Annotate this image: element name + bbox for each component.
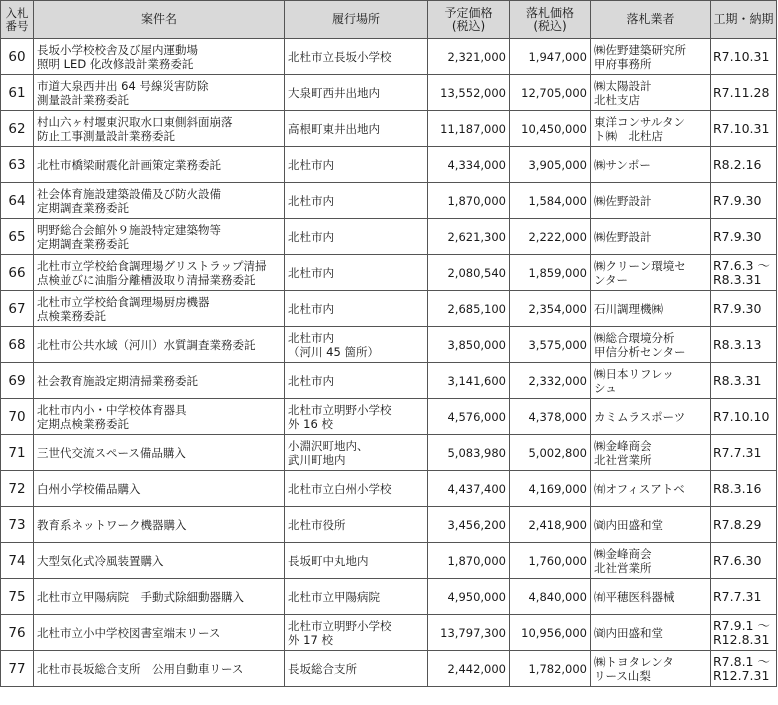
winning-bidder-cell: ㈱佐野設計 [591,219,711,255]
location-cell: 北杜市立明野小学校 外 17 校 [285,615,428,651]
winning-price-cell: 5,002,800 [510,435,591,471]
location-cell: 高根町東井出地内 [285,111,428,147]
table-body [1,39,777,687]
header-estimated-price: 予定価格 (税込) [428,1,510,39]
winning-price-cell: 12,705,000 [510,75,591,111]
period-cell: R7.8.1 ～ R12.7.31 [711,651,777,687]
period-cell: R7.7.31 [711,435,777,471]
winning-price-cell: 1,760,000 [510,543,591,579]
project-name-cell: 北杜市長坂総合支所 公用自動車リース [34,651,285,687]
project-name-cell: 社会教育施設定期清掃業務委託 [34,363,285,399]
period-cell: R7.9.30 [711,219,777,255]
bid-number-cell: 74 [1,543,34,579]
estimated-price-cell: 4,334,000 [428,147,510,183]
winning-bidder-cell: ㈾内田盛和堂 [591,615,711,651]
estimated-price-cell: 1,870,000 [428,543,510,579]
project-name-cell: 北杜市立学校給食調理場厨房機器 点検業務委託 [34,291,285,327]
bid-number-cell: 70 [1,399,34,435]
project-name-cell: 北杜市立学校給食調理場グリストラップ清掃 点検並びに油脂分離槽汲取り清掃業務委託 [34,255,285,291]
project-name-cell: 三世代交流スペース備品購入 [34,435,285,471]
estimated-price-cell: 2,685,100 [428,291,510,327]
location-cell: 北杜市内 [285,147,428,183]
bid-number-cell: 71 [1,435,34,471]
header-winning-bidder: 落札業者 [591,1,711,39]
period-cell: R8.3.31 [711,363,777,399]
bid-number-cell: 67 [1,291,34,327]
table-row [1,471,777,507]
bid-number-cell: 62 [1,111,34,147]
winning-price-cell: 2,332,000 [510,363,591,399]
table-row [1,183,777,219]
bid-number-cell: 73 [1,507,34,543]
location-cell: 大泉町西井出地内 [285,75,428,111]
table-row [1,147,777,183]
project-name-cell: 社会体育施設建築設備及び防火設備 定期調査業務委託 [34,183,285,219]
estimated-price-cell: 13,552,000 [428,75,510,111]
estimated-price-cell: 1,870,000 [428,183,510,219]
winning-bidder-cell: ㈲平穂医科器械 [591,579,711,615]
location-cell: 長坂総合支所 [285,651,428,687]
project-name-cell: 教育系ネットワーク機器購入 [34,507,285,543]
table-row [1,291,777,327]
bid-number-cell: 63 [1,147,34,183]
location-cell: 長坂町中丸地内 [285,543,428,579]
winning-bidder-cell: ㈱太陽設計 北杜支店 [591,75,711,111]
estimated-price-cell: 5,083,980 [428,435,510,471]
project-name-cell: 白州小学校備品購入 [34,471,285,507]
location-cell: 北杜市立明野小学校 外 16 校 [285,399,428,435]
bid-number-cell: 72 [1,471,34,507]
period-cell: R8.3.13 [711,327,777,363]
table-row [1,615,777,651]
winning-bidder-cell: ㈱日本リフレッ シュ [591,363,711,399]
period-cell: R8.2.16 [711,147,777,183]
period-cell: R7.9.30 [711,291,777,327]
winning-price-cell: 4,840,000 [510,579,591,615]
project-name-cell: 市道大泉西井出 64 号線災害防除 測量設計業務委託 [34,75,285,111]
winning-price-cell: 1,859,000 [510,255,591,291]
winning-bidder-cell: カミムラスポーツ [591,399,711,435]
location-cell: 北杜市内 [285,363,428,399]
winning-bidder-cell: 石川調理機㈱ [591,291,711,327]
table-row [1,219,777,255]
location-cell: 北杜市役所 [285,507,428,543]
location-cell: 北杜市内 [285,255,428,291]
estimated-price-cell: 2,442,000 [428,651,510,687]
table-row [1,579,777,615]
header-bid-number: 入札 番号 [1,1,34,39]
winning-price-cell: 1,782,000 [510,651,591,687]
location-cell: 小淵沢町地内、 武川町地内 [285,435,428,471]
winning-bidder-cell: ㈱クリーン環境セ ンター [591,255,711,291]
bid-number-cell: 68 [1,327,34,363]
bid-number-cell: 64 [1,183,34,219]
table-row [1,75,777,111]
winning-price-cell: 3,905,000 [510,147,591,183]
header-project-name: 案件名 [34,1,285,39]
estimated-price-cell: 11,187,000 [428,111,510,147]
winning-price-cell: 10,956,000 [510,615,591,651]
period-cell: R7.10.31 [711,111,777,147]
bid-number-cell: 65 [1,219,34,255]
estimated-price-cell: 3,141,600 [428,363,510,399]
project-name-cell: 北杜市公共水域（河川）水質調査業務委託 [34,327,285,363]
header-period: 工期・納期 [711,1,777,39]
bid-number-cell: 60 [1,39,34,75]
table-row [1,327,777,363]
winning-price-cell: 4,169,000 [510,471,591,507]
winning-price-cell: 1,947,000 [510,39,591,75]
table-row [1,543,777,579]
header-winning-price: 落札価格 (税込) [510,1,591,39]
winning-price-cell: 1,584,000 [510,183,591,219]
location-cell: 北杜市内 [285,291,428,327]
winning-bidder-cell: ㈱総合環境分析 甲信分析センター [591,327,711,363]
winning-price-cell: 2,222,000 [510,219,591,255]
winning-bidder-cell: ㈱金峰商会 北社営業所 [591,543,711,579]
period-cell: R7.7.31 [711,579,777,615]
estimated-price-cell: 2,321,000 [428,39,510,75]
period-cell: R7.10.10 [711,399,777,435]
table-row [1,435,777,471]
winning-price-cell: 2,354,000 [510,291,591,327]
estimated-price-cell: 2,621,300 [428,219,510,255]
table-row [1,651,777,687]
bid-number-cell: 75 [1,579,34,615]
location-cell: 北杜市立白州小学校 [285,471,428,507]
table-row [1,39,777,75]
project-name-cell: 北杜市立甲陽病院 手動式除細動器購入 [34,579,285,615]
winning-price-cell: 3,575,000 [510,327,591,363]
table-row [1,507,777,543]
project-name-cell: 長坂小学校校舎及び屋内運動場 照明 LED 化改修設計業務委託 [34,39,285,75]
estimated-price-cell: 4,576,000 [428,399,510,435]
winning-bidder-cell: 東洋コンサルタン ト㈱ 北杜店 [591,111,711,147]
period-cell: R7.8.29 [711,507,777,543]
winning-price-cell: 4,378,000 [510,399,591,435]
period-cell: R7.10.31 [711,39,777,75]
winning-bidder-cell: ㈱サンポー [591,147,711,183]
bid-number-cell: 77 [1,651,34,687]
project-name-cell: 北杜市内小・中学校体育器具 定期点検業務委託 [34,399,285,435]
estimated-price-cell: 13,797,300 [428,615,510,651]
location-cell: 北杜市内 [285,219,428,255]
period-cell: R7.6.3 ～ R8.3.31 [711,255,777,291]
project-name-cell: 北杜市立小中学校図書室端末リース [34,615,285,651]
bid-number-cell: 61 [1,75,34,111]
location-cell: 北杜市立甲陽病院 [285,579,428,615]
estimated-price-cell: 3,456,200 [428,507,510,543]
project-name-cell: 大型気化式冷風装置購入 [34,543,285,579]
table-row [1,399,777,435]
header-location: 履行場所 [285,1,428,39]
period-cell: R7.9.1 ～ R12.8.31 [711,615,777,651]
estimated-price-cell: 4,950,000 [428,579,510,615]
period-cell: R8.3.16 [711,471,777,507]
winning-price-cell: 10,450,000 [510,111,591,147]
estimated-price-cell: 2,080,540 [428,255,510,291]
location-cell: 北杜市内 [285,183,428,219]
project-name-cell: 北杜市橋梁耐震化計画策定業務委託 [34,147,285,183]
period-cell: R7.11.28 [711,75,777,111]
bid-number-cell: 69 [1,363,34,399]
table-row [1,255,777,291]
winning-bidder-cell: ㈱トヨタレンタ リース山梨 [591,651,711,687]
period-cell: R7.6.30 [711,543,777,579]
estimated-price-cell: 4,437,400 [428,471,510,507]
winning-bidder-cell: ㈱金峰商会 北社営業所 [591,435,711,471]
location-cell: 北杜市立長坂小学校 [285,39,428,75]
project-name-cell: 村山六ヶ村堰東沢取水口東側斜面崩落 防止工事測量設計業務委託 [34,111,285,147]
period-cell: R7.9.30 [711,183,777,219]
table-row [1,111,777,147]
winning-price-cell: 2,418,900 [510,507,591,543]
winning-bidder-cell: ㈾内田盛和堂 [591,507,711,543]
project-name-cell: 明野総合会館外９施設特定建築物等 定期調査業務委託 [34,219,285,255]
winning-bidder-cell: ㈱佐野建築研究所 甲府事務所 [591,39,711,75]
bid-number-cell: 76 [1,615,34,651]
bid-number-cell: 66 [1,255,34,291]
location-cell: 北杜市内 （河川 45 箇所） [285,327,428,363]
table-header-row [1,1,777,39]
table-row [1,363,777,399]
winning-bidder-cell: ㈲オフィスアトベ [591,471,711,507]
winning-bidder-cell: ㈱佐野設計 [591,183,711,219]
estimated-price-cell: 3,850,000 [428,327,510,363]
